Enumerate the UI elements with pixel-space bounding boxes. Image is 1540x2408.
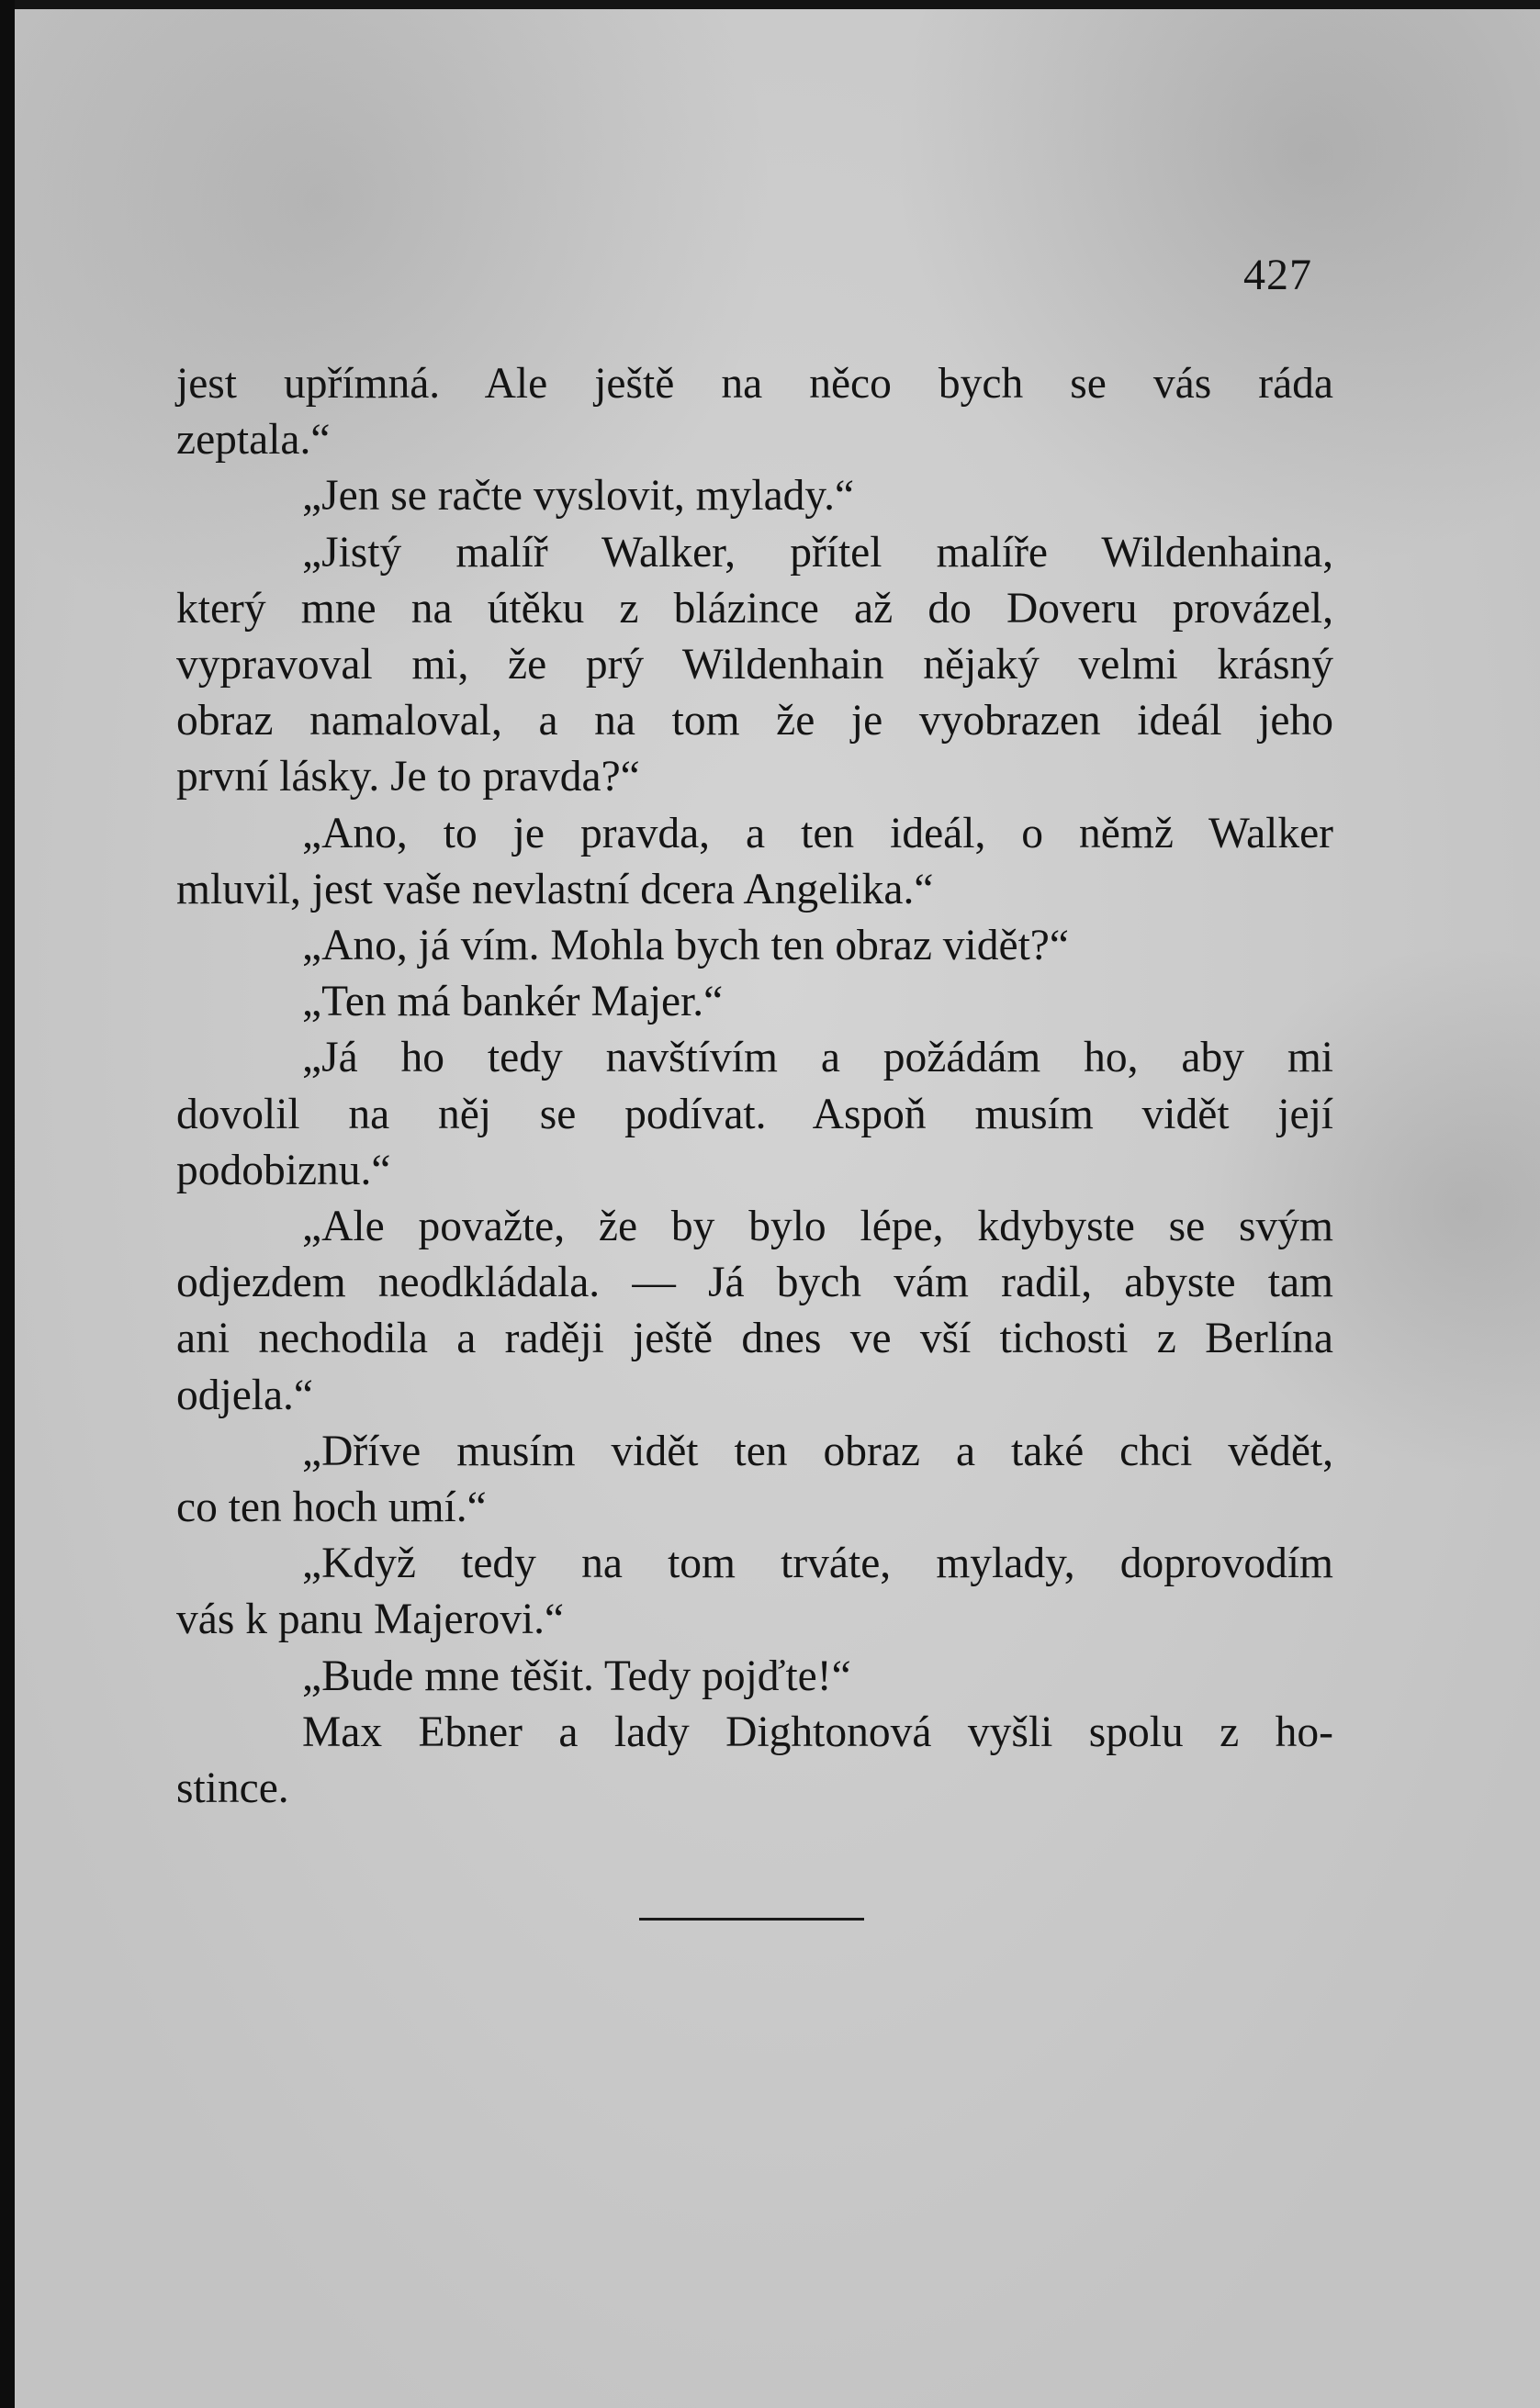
section-end-rule	[639, 1918, 864, 1921]
text-line: „Dříve musím vidět ten obraz a také chci vědět,	[302, 1427, 1333, 1475]
page-number: 427	[1243, 251, 1312, 299]
text-line: co ten hoch umí.“	[176, 1484, 487, 1532]
text-line: „Ale považte, že by bylo lépe, kdybyste se svým	[302, 1203, 1333, 1251]
text-line: první lásky. Je to pravda?“	[176, 753, 640, 801]
text-line: „Ten má bankér Majer.“	[302, 978, 724, 1026]
text-line: „Jen se račte vyslovit, mylady.“	[302, 472, 855, 521]
text-line: Max Ebner a lady Dightonová vyšli spolu z ho-	[302, 1708, 1333, 1756]
text-line: „Když tedy na tom trváte, mylady, doprovodím	[302, 1540, 1333, 1588]
text-line: obraz namaloval, a na tom že je vyobrazen ideál jeho	[176, 697, 1333, 745]
scan-left-border	[0, 0, 15, 2408]
text-line: „Ano, to je pravda, a ten ideál, o němž Walker	[302, 809, 1333, 857]
text-line: „Jistý malíř Walker, přítel malíře Wildenhaina,	[302, 528, 1333, 577]
text-line: dovolil na něj se podívat. Aspoň musím vidět její	[176, 1090, 1333, 1138]
text-line: odjezdem neodkládala. — Já bych vám radil, abyste tam	[176, 1259, 1333, 1307]
text-line: podobiznu.“	[176, 1146, 391, 1194]
text-line: „Já ho tedy navštívím a požádám ho, aby mi	[302, 1034, 1333, 1082]
text-line: který mne na útěku z blázince až do Doveru provázel,	[176, 584, 1333, 633]
text-line: zeptala.“	[176, 416, 331, 465]
text-line: stince.	[176, 1764, 289, 1813]
text-line: „Ano, já vím. Mohla bych ten obraz vidět?“	[302, 922, 1069, 970]
scan-top-border	[0, 0, 1540, 9]
text-line: mluvil, jest vaše nevlastní dcera Angelika.“	[176, 865, 934, 913]
text-line: odjela.“	[176, 1371, 314, 1419]
text-line: jest upřímná. Ale ještě na něco bych se vás ráda	[176, 360, 1333, 408]
text-line: ani nechodila a raději ještě dnes ve vší tichosti z Berlína	[176, 1315, 1333, 1363]
book-page	[15, 9, 1540, 2408]
text-line: vypravoval mi, že prý Wildenhain nějaký velmi krásný	[176, 641, 1333, 689]
text-line: „Bude mne těšit. Tedy pojďte!“	[302, 1652, 851, 1700]
text-line: vás k panu Majerovi.“	[176, 1596, 565, 1644]
page-body-text	[176, 356, 1333, 1817]
